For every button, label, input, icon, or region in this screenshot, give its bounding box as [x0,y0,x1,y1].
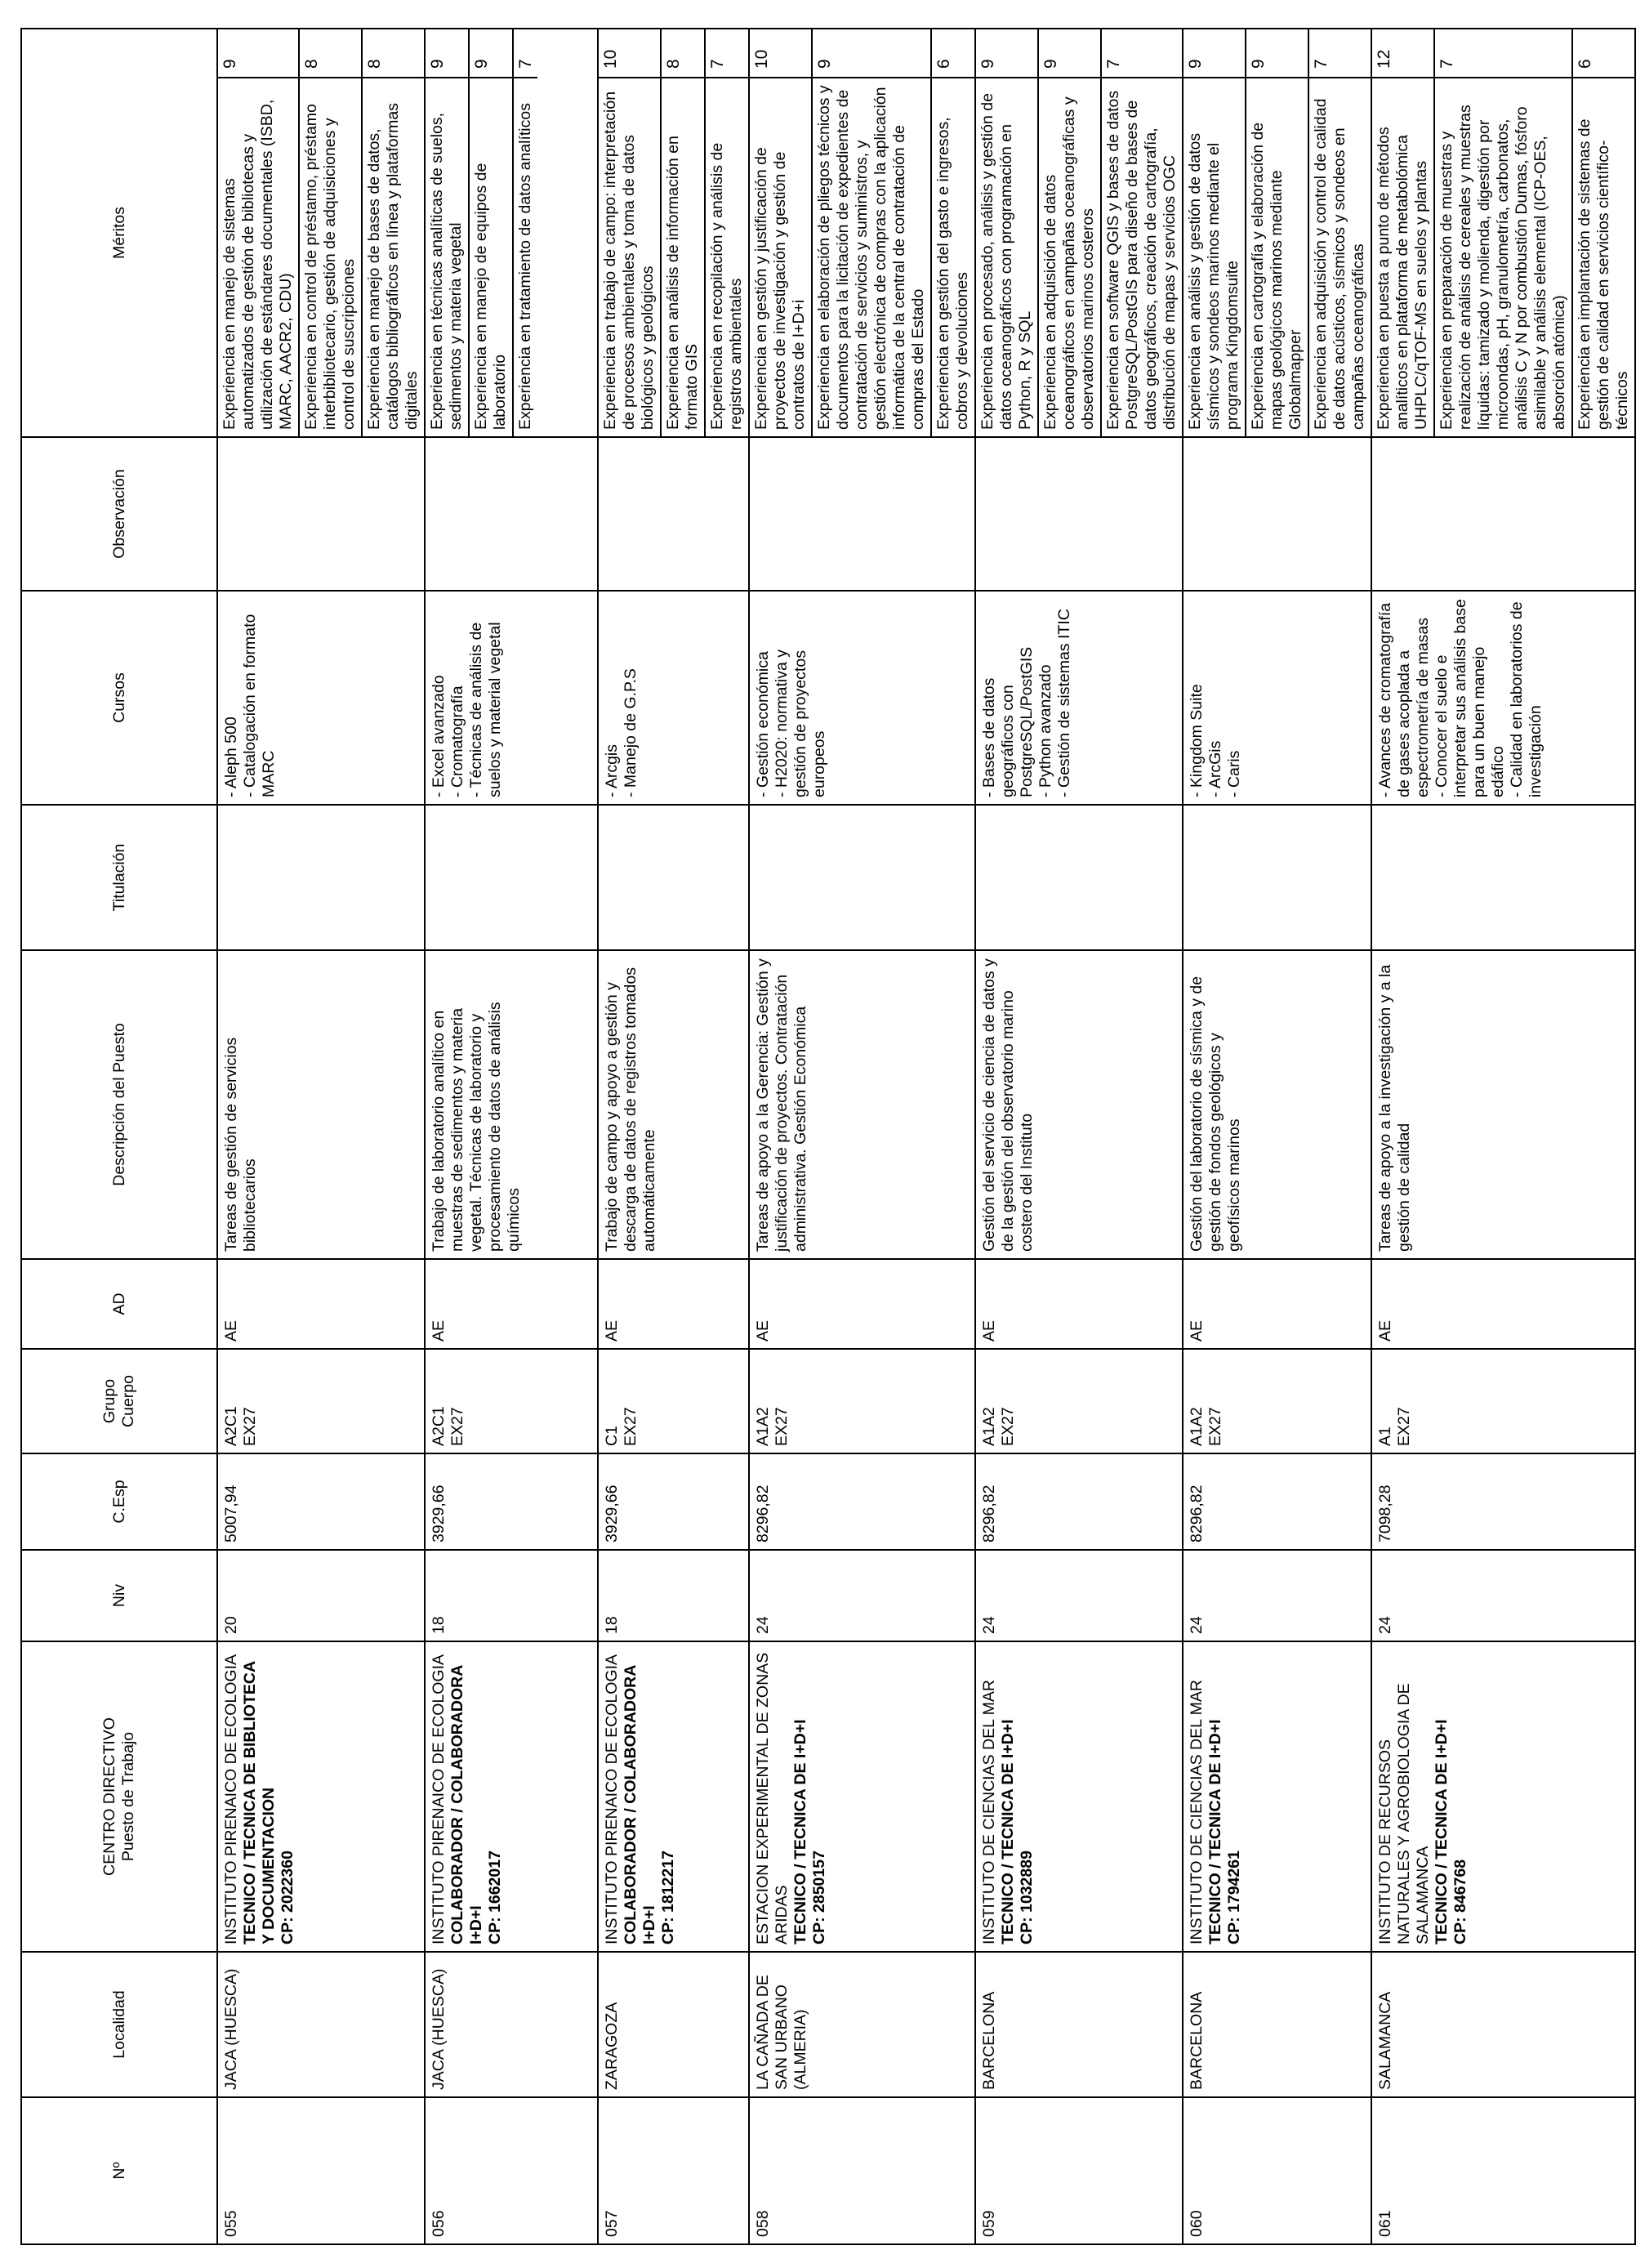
cell-ad: AE [425,1259,598,1349]
merit-score: 7 [1101,29,1182,78]
cp-code: CP: 2850157 [810,1851,828,1944]
cell-grupo [749,1349,975,1453]
cell-meritos [1183,29,1371,437]
header-centro-line2: Puesto de Trabajo [119,1731,137,1862]
course-item: - H2020: normativa y gestión de proyectos europeos [773,650,828,797]
cell-titulacion [1371,805,1635,950]
merit-row [218,29,299,436]
cell-num: 055 [217,2097,425,2244]
cell-grupo [425,1349,598,1453]
merit-score: 9 [812,29,931,78]
cell-cursos [1371,591,1635,805]
cell-centro [975,1641,1183,1952]
puesto-name: TECNICO / TECNICA DE I+D+I [1433,1719,1451,1944]
merits-subtable [218,29,424,436]
table-body [217,29,1635,2244]
rotated-table-container [20,29,1631,2245]
merit-row [1572,29,1634,436]
merit-row [1372,29,1434,436]
cell-ad: AE [598,1259,749,1349]
cuerpo-value: EX27 [622,1407,640,1446]
merits-subtable [1184,29,1371,436]
header-grupo-line1: Grupo [100,1378,118,1424]
course-item: - Bases de datos geográficos con PostgreSQL/PostGIS [980,646,1036,797]
merits-subtable [426,29,537,436]
merits-subtable [976,29,1182,436]
cell-observacion [1371,437,1635,591]
merit-row [1246,29,1308,436]
merit-text: Experiencia en tratamiento de datos analíticos [516,103,534,430]
merit-row [469,29,513,436]
cp-code: CP: 1794261 [1225,1851,1243,1944]
centro-name: INSTITUTO DE RECURSOS NATURALES Y AGROBIOLOGIA DE SALAMANCA [1376,1683,1432,1944]
table-row [1371,29,1635,2244]
course-item: - Calidad en laboratorios de investigación [1508,601,1545,797]
cell-num: 058 [749,2097,975,2244]
table-row [975,29,1183,2244]
cell-grupo [1371,1349,1635,1453]
merit-score: 10 [750,29,812,78]
merit-text: Experiencia en adquisición y control de calidad de datos acústicos, sísmicos y sondeos en campañas oceanográficas [1312,98,1367,430]
merit-row [661,29,705,436]
cell-observacion [749,437,975,591]
merit-score: 7 [705,29,748,78]
cell-num: 057 [598,2097,749,2244]
course-item: - Excel avanzado [430,675,448,797]
merit-row [299,29,362,436]
cell-localidad: JACA (HUESCA) [425,1952,598,2097]
grupo-value: A1A2 [1188,1407,1206,1446]
merit-text: Experiencia en software QGIS y bases de datos PostgreSQL/PostGIS para diseño de bases de datos geográficos, creación de cartografía, distribución de mapas y servicios OGC [1104,90,1179,430]
cell-niv: 24 [1183,1550,1371,1641]
merit-score: 8 [299,29,362,78]
merit-text: Experiencia en recopilación y análisis de registros ambientales [708,142,745,430]
merit-row [1184,29,1246,436]
centro-name: INSTITUTO PIRENAICO DE ECOLOGIA [603,1654,621,1944]
merit-score: 9 [1246,29,1308,78]
cuerpo-value: EX27 [1206,1407,1224,1446]
header-cursos: Cursos [21,591,217,805]
merit-text: Experiencia en manejo de sistemas automatizados de gestión de bibliotecas y utilización de estándares documentales (ISBD, MARC, AACR2, CDU) [218,78,299,436]
cuerpo-value: EX27 [448,1407,466,1446]
merit-row [750,29,812,436]
course-item: - Python avanzado [1036,664,1054,797]
cell-meritos [425,29,598,437]
cell-niv: 18 [598,1550,749,1641]
course-item: - Avances de cromatografía de gases acoplada a espectrometría de masas [1376,602,1432,797]
course-item: - Kingdom Suite [1188,684,1206,797]
header-meritos: Méritos [21,29,217,437]
cell-cursos [975,591,1183,805]
cell-titulacion [1183,805,1371,950]
cuerpo-value: EX27 [1395,1407,1413,1446]
header-ad: AD [21,1259,217,1349]
cell-titulacion [598,805,749,950]
cell-centro [1371,1641,1635,1952]
merit-text: Experiencia en puesta a punto de métodos analíticos en plataforma de metabolómica UHPLC/qTOF-MS en suelos y plantas [1372,78,1434,436]
merit-score: 9 [976,29,1038,78]
merit-row [1434,29,1572,436]
merit-row [426,29,469,436]
cell-ad: AE [1371,1259,1635,1349]
grupo-value: A2C1 [430,1406,448,1446]
merit-score: 6 [931,29,974,78]
cp-code: CP: 846768 [1451,1859,1469,1944]
cell-grupo [975,1349,1183,1453]
header-grupo [21,1349,217,1453]
cell-descripcion: Tareas de apoyo a la Gerencia: Gestión y justificación de proyectos. Contratación administrativa. Gestión Económica [749,950,975,1259]
centro-name: INSTITUTO DE CIENCIAS DEL MAR [1188,1680,1206,1944]
merit-row [599,29,661,436]
header-row [21,29,217,2244]
cell-cesp: 5007,94 [217,1453,425,1550]
cell-titulacion [425,805,598,950]
header-num: Nº [21,2097,217,2244]
header-niv: Niv [21,1550,217,1641]
merit-text: Experiencia en gestión del gasto e ingresos, cobros y devoluciones [934,117,971,430]
cell-titulacion [217,805,425,950]
course-item: - Gestión de sistemas ITIC [1055,609,1073,797]
merit-row [812,29,931,436]
centro-name: INSTITUTO DE CIENCIAS DEL MAR [980,1680,998,1944]
puesto-name: TECNICO / TECNICA DE BIBLIOTECA Y DOCUMENTACION [241,1661,278,1944]
merit-score: 9 [469,29,513,78]
merit-text: Experiencia en procesado, análisis y gestión de datos oceanográficos con programación en Python, R y SQL [976,78,1038,436]
merits-subtable [599,29,748,436]
merit-score: 9 [1038,29,1101,78]
table-row [217,29,425,2244]
table-row [425,29,598,2244]
merit-score: 8 [661,29,705,78]
puesto-name: TECNICO / TECNICA DE I+D+I [1206,1719,1224,1944]
cell-descripcion: Trabajo de laboratorio analítico en muestras de sedimentos y materia vegetal. Técnicas de laboratorio y procesamiento de datos de análisis químicos [425,950,598,1259]
cell-num: 059 [975,2097,1183,2244]
course-item: - Catalogación en formato MARC [241,614,278,797]
course-item: - Aleph 500 [222,717,240,797]
header-centro [21,1641,217,1952]
header-localidad: Localidad [21,1952,217,2097]
cell-descripcion: Gestión del servicio de ciencia de datos y de la gestión del observatorio marino costero del Instituto [975,950,1183,1259]
merit-row [976,29,1038,436]
merit-text: Experiencia en análisis y gestión de datos sísmicos y sondeos marinos mediante el programa Kingdomsuite [1184,78,1246,436]
merit-score: 7 [1308,29,1371,78]
cell-localidad: LA CAÑADA DE SAN URBANO (ALMERIA) [749,1952,975,2097]
cell-localidad: BARCELONA [1183,1952,1371,2097]
cell-observacion [217,437,425,591]
cell-centro [217,1641,425,1952]
merit-row [1038,29,1101,436]
table-row [1183,29,1371,2244]
merit-text: Experiencia en análisis de información en formato GIS [661,78,705,436]
course-item: - Cromatografía [448,685,466,797]
cell-meritos [598,29,749,437]
cell-grupo [598,1349,749,1453]
merit-text: Experiencia en adquisición de datos oceanográficos en campañas oceanográficas y observatorios marinos costeros [1038,78,1101,436]
cell-cesp: 8296,82 [1183,1453,1371,1550]
course-item: - Gestión económica [754,651,772,797]
merit-score: 10 [599,29,661,78]
cell-cursos [598,591,749,805]
cell-grupo [217,1349,425,1453]
cp-code: CP: 1662017 [486,1851,504,1944]
cuerpo-value: EX27 [773,1407,791,1446]
course-item: - Conocer el suelo e interpretar sus análisis base para un buen manejo edáfico [1433,599,1507,797]
merit-text: Experiencia en gestión y justificación de proyectos de investigación y gestión de contratos de I+D+i [750,78,812,436]
course-item: - ArcGis [1206,740,1224,797]
cell-grupo [1183,1349,1371,1453]
merit-row [362,29,424,436]
cell-niv: 18 [425,1550,598,1641]
cell-ad: AE [749,1259,975,1349]
cuerpo-value: EX27 [241,1407,259,1446]
cell-meritos [749,29,975,437]
cell-descripcion: Tareas de gestión de servicios bibliotecarios [217,950,425,1259]
merit-score: 9 [426,29,469,78]
cell-cesp: 3929,66 [425,1453,598,1550]
merit-text: Experiencia en manejo de bases de datos, catálogos bibliográficos en línea y plataformas digitales [365,103,421,430]
cuerpo-value: EX27 [999,1407,1017,1446]
cell-cesp: 8296,82 [749,1453,975,1550]
table-row [598,29,749,2244]
cp-code: CP: 1032889 [1018,1851,1036,1944]
cell-centro [1183,1641,1371,1952]
merit-score: 7 [1434,29,1572,78]
cp-code: CP: 1812217 [659,1851,677,1944]
merit-score: 7 [513,29,537,78]
header-grupo-line2: Cuerpo [119,1375,137,1427]
merit-text: Experiencia en técnicas analíticas de suelos, sedimentos y materia vegetal [426,78,469,436]
cell-titulacion [975,805,1183,950]
cp-code: CP: 2022360 [279,1851,296,1944]
merit-score: 8 [362,29,424,78]
header-observacion: Observación [21,437,217,591]
course-item: - Caris [1225,750,1243,797]
cell-cursos [1183,591,1371,805]
merits-subtable [1372,29,1634,436]
cell-descripcion: Trabajo de campo y apoyo a gestión y descarga de datos de registros tomados automáticamente [598,950,749,1259]
grupo-value: A1A2 [980,1407,998,1446]
cell-centro [749,1641,975,1952]
cell-localidad: SALAMANCA [1371,1952,1635,2097]
merit-text: Experiencia en preparación de muestras y realización de análisis de cereales y muestras líquidas: tamizado y molienda, digestión por microondas, pH, granulometría, carbonatos, análisis C y N por combustión Dumas, fósforo asimilable y análisis elemental (ICP-OES, absorción atómica) [1434,78,1572,436]
cell-cesp: 8296,82 [975,1453,1183,1550]
header-centro-line1: CENTRO DIRECTIVO [100,1717,118,1876]
cell-meritos [217,29,425,437]
header-descripcion: Descripción del Puesto [21,950,217,1259]
cell-observacion [598,437,749,591]
merit-score: 9 [1184,29,1246,78]
cell-meritos [1371,29,1635,437]
cell-titulacion [749,805,975,950]
grupo-value: A1A2 [754,1407,772,1446]
cell-num: 060 [1183,2097,1371,2244]
merit-text: Experiencia en elaboración de pliegos técnicos y documentos para la licitación de expedientes de contratación de servicios y suministros, y gestión electrónica de compras con la aplicación informática de la central de contratación de compras del Estado [812,78,931,436]
puesto-name: TECNICO / TECNICA DE I+D+I [999,1719,1017,1944]
grupo-value: A1 [1376,1426,1394,1446]
cell-ad: AE [217,1259,425,1349]
cell-num: 061 [1371,2097,1635,2244]
merit-text: Experiencia en trabajo de campo: interpretación de procesos ambientales y toma de datos biológicos y geológicos [599,78,661,436]
merit-score: 12 [1372,29,1434,78]
merit-row [705,29,748,436]
merit-score: 9 [218,29,299,78]
cell-localidad: ZARAGOZA [598,1952,749,2097]
merit-text: Experiencia en control de préstamo, préstamo interbibliotecario, gestión de adquisiciones y control de suscripciones [299,78,362,436]
cell-observacion [975,437,1183,591]
merit-text: Experiencia en manejo de equipos de laboratorio [469,78,513,436]
table-row [749,29,975,2244]
course-item: - Manejo de G.P.S [622,668,640,797]
puesto-name: TECNICO / TECNICA DE I+D+I [791,1719,809,1944]
cell-centro [425,1641,598,1952]
cell-cesp: 7098,28 [1371,1453,1635,1550]
centro-name: INSTITUTO PIRENAICO DE ECOLOGIA [222,1654,240,1944]
cell-ad: AE [975,1259,1183,1349]
merit-row [931,29,974,436]
puesto-name: COLABORADOR / COLABORADORA I+D+I [622,1665,658,1944]
puesto-name: COLABORADOR / COLABORADORA I+D+I [448,1665,485,1944]
cell-meritos [975,29,1183,437]
cell-niv: 20 [217,1550,425,1641]
merit-row [1308,29,1371,436]
cell-niv: 24 [975,1550,1183,1641]
grupo-value: C1 [603,1426,621,1446]
cell-localidad: JACA (HUESCA) [217,1952,425,2097]
cell-observacion [1183,437,1371,591]
merit-text: Experiencia en cartografía y elaboración de mapas geológicos marinos mediante Globalmapper [1246,78,1308,436]
cell-niv: 24 [1371,1550,1635,1641]
course-item: - Arcgis [603,743,621,797]
header-cesp: C.Esp [21,1453,217,1550]
cell-cursos [749,591,975,805]
cell-descripcion: Tareas de apoyo a la investigación y a la gestión de calidad [1371,950,1635,1259]
centro-name: INSTITUTO PIRENAICO DE ECOLOGIA [430,1654,448,1944]
header-titulacion: Titulación [21,805,217,950]
course-item: - Técnicas de análisis de suelos y material vegetal [467,622,504,797]
merit-row [513,29,537,436]
cell-cesp: 3929,66 [598,1453,749,1550]
cell-num: 056 [425,2097,598,2244]
cell-niv: 24 [749,1550,975,1641]
centro-name: ESTACION EXPERIMENTAL DE ZONAS ARIDAS [754,1652,791,1944]
cell-cursos [217,591,425,805]
job-positions-table [20,28,1636,2245]
grupo-value: A2C1 [222,1406,240,1446]
merits-subtable [750,29,974,436]
cell-localidad: BARCELONA [975,1952,1183,2097]
cell-descripcion: Gestión del laboratorio de sísmica y de gestión de fondos geológicos y geofísicos marinos [1183,950,1371,1259]
merit-row [1101,29,1182,436]
merit-score: 6 [1572,29,1634,78]
cell-centro [598,1641,749,1952]
cell-cursos [425,591,598,805]
cell-ad: AE [1183,1259,1371,1349]
cell-observacion [425,437,598,591]
merit-text: Experiencia en implantación de sistemas de gestión de calidad en servicios científico-técnicos [1576,118,1631,430]
